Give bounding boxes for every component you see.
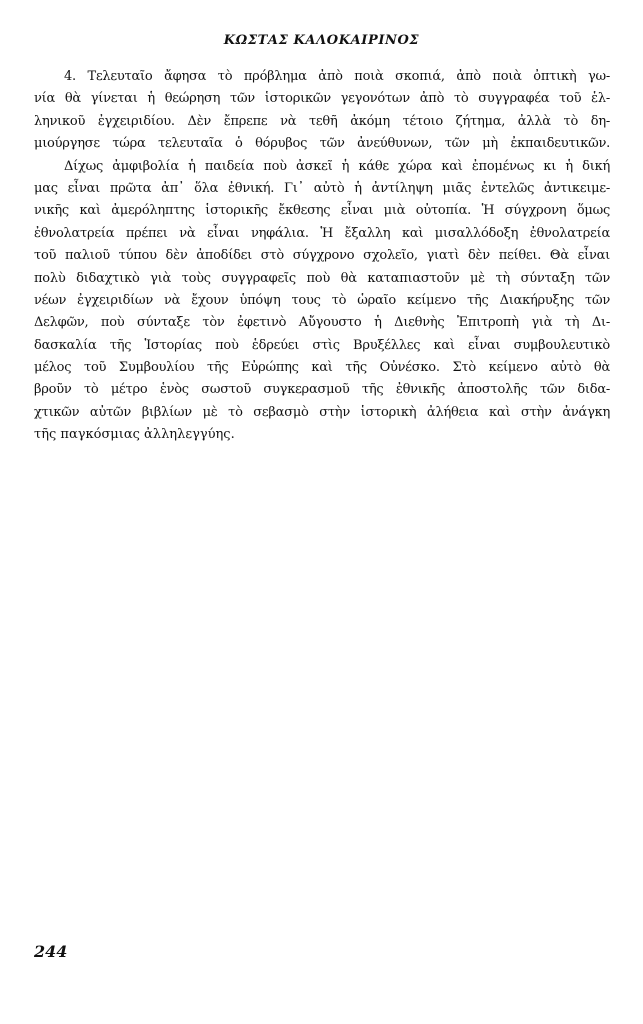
text-line: νικῆς καὶ ἀμερόληπτης ἱστορικῆς ἔκθεσης εἶναι μιὰ οὐτοπία. Ἡ σύγχρονη ὅμως <box>34 203 610 219</box>
text-line: τοῦ παλιοῦ τύπου δὲν ἀποδίδει στὸ σύγχρονο σχολεῖο, γιατὶ δὲν πείθει. Θὰ εἶναι <box>34 248 610 264</box>
text-line: νία θὰ γίνεται ἡ θεώρηση τῶν ἱστορικῶν γεγονότων ἀπὸ τὸ συγγραφέα τοῦ ἑλ- <box>34 91 610 107</box>
page-number: 244 <box>34 942 68 961</box>
text-line: μέλος τοῦ Συμβουλίου τῆς Εὐρώπης καὶ τῆς Οὐνέσκο. Στὸ κείμενο αὐτὸ θὰ <box>34 360 610 376</box>
paragraph-1 <box>34 66 610 156</box>
paragraph-2 <box>34 156 610 447</box>
text-line: μας εἶναι πρῶτα ἀπ᾿ ὅλα ἐθνική. Γι᾿ αὐτὸ ἡ ἀντίληψη μιᾶς ἐντελῶς ἀντικειμε- <box>34 180 610 196</box>
text-line: δασκαλία τῆς Ἱστορίας ποὺ ἑδρεύει στὶς Βρυξέλλες καὶ εἶναι συμβουλευτικὸ <box>34 337 610 353</box>
text-line: πολὺ διδαχτικὸ γιὰ τοὺς συγγραφεῖς ποὺ θὰ καταπιαστοῦν μὲ τὴ σύνταξη τῶν <box>34 270 610 286</box>
text-line: ἐθνολατρεία πρέπει νὰ εἶναι νηφάλια. Ἡ ἔξαλλη καὶ μισαλλόδοξη ἐθνολατρεία <box>34 225 610 241</box>
text-line: μιούργησε τώρα τελευταῖα ὁ θόρυβος τῶν ἀνεύθυνων, τῶν μὴ ἐκπαιδευτικῶν. <box>34 136 610 152</box>
text-line: χτικῶν αὐτῶν βιβλίων μὲ τὸ σεβασμὸ στὴν ἱστορικὴ ἀλήθεια καὶ στὴν ἀνάγκη <box>34 404 610 420</box>
text-line: Δελφῶν, ποὺ σύνταξε τὸν ἐφετινὸ Αὔγουστο ἡ Διεθνὴς Ἐπιτροπὴ γιὰ τὴ Δι- <box>34 315 610 331</box>
text-line: 4. Τελευταῖο ἄφησα τὸ πρόβλημα ἀπὸ ποιὰ σκοπιά, ἀπὸ ποιὰ ὀπτικὴ γω- <box>64 69 610 84</box>
text-line: Δίχως ἀμφιβολία ἡ παιδεία ποὺ ἀσκεῖ ἡ κάθε χώρα καὶ ἐπομένως κι ἡ δική <box>64 158 610 174</box>
running-header: ΚΩΣΤΑΣ ΚΑΛΟΚΑΙΡΙΝΟΣ <box>223 33 420 48</box>
text-line: ληνικοῦ ἐγχειριδίου. Δὲν ἔπρεπε νὰ τεθῆ ἀκόμη τέτοιο ζήτημα, ἀλλὰ τὸ δη- <box>34 113 610 129</box>
text-line: βροῦν τὸ μέτρο ἑνὸς σωστοῦ συγκερασμοῦ τῆς ἐθνικῆς ἀποστολῆς τῶν διδα- <box>34 382 610 398</box>
text-line: νέων ἐγχειριδίων νὰ ἔχουν ὑπόψη τους τὸ ὡραῖο κείμενο τῆς Διακήρυξης τῶν <box>34 292 610 308</box>
body-text <box>34 66 610 447</box>
text-line: τῆς παγκόσμιας ἀλληλεγγύης. <box>34 427 235 443</box>
